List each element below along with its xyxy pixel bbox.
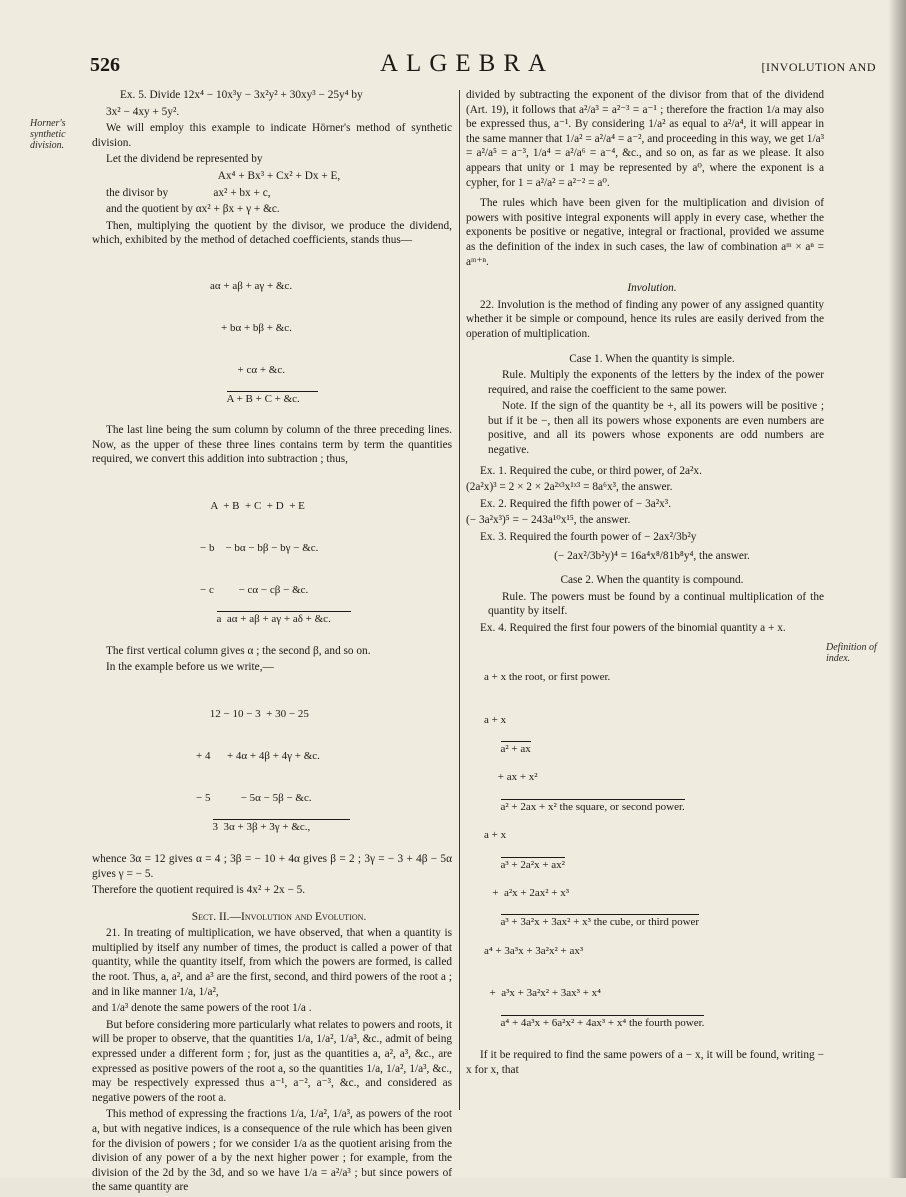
paragraph: 21. In treating of multiplication, we have observed, that when a quantity is multiplied by itself any number of times, the product is called a power of that quantity, while the quantity itself, from which the powers are formed, is called the root. Thus, a, a², and a³ are the first, second, and third powers of the root a ; and in like manner 1/a, 1/a², [92, 927, 452, 998]
page-edge-shadow [888, 0, 906, 1178]
power-row: a + x the root, or first power. [484, 671, 611, 683]
scheme-sum: 3 3α + 3β + 3γ + &c., [213, 819, 351, 834]
power-row: + a³x + 3a²x² + 3ax³ + x⁴ [484, 987, 601, 1000]
paragraph: Therefore the quotient required is 4x² + 2x − 5. [92, 884, 306, 897]
left-column [92, 88, 452, 1197]
example: Ex. 2. Required the fifth power of − 3a²x³. [480, 497, 672, 510]
scheme-row: + cα + &c. [210, 363, 285, 376]
scheme-row: + bα + bβ + &c. [210, 321, 292, 334]
scheme-detached-coefficients [210, 251, 452, 420]
rule: Rule. The powers must be found by a continual multiplication of the quantity by itself. [488, 590, 824, 618]
equation-dividend: Ax⁴ + Bx³ + Cx² + Dx + E, [217, 169, 341, 182]
power-row: a² + ax [500, 743, 531, 756]
scheme-row: − 5 − 5α − 5β − &c. [196, 791, 312, 804]
example-answer: (2a²x)³ = 2 × 2 × 2a²ˣ³x¹ˣ³ = 8a⁶x³, the answer. [466, 481, 673, 494]
scheme-row: A + B + C + D + E [200, 499, 305, 512]
quotient-line: and the quotient by αx² + βx + γ + &c. [106, 203, 280, 216]
paragraph: This method of expressing the fractions 1/a, 1/a², 1/a³, as powers of the root a, but with negative indices, is a consequence of the rule which has been given for the division of powers ; for we consider 1/a as the quotient arising from the division of any power of a by the next higher power ; for example, from the division of the 2d by the 3d, and so we have 1/a = a²/a³ ; but since powers of the same quantity are [92, 1108, 452, 1194]
example: Ex. 1. Required the cube, or third power, of 2a²x. [480, 464, 702, 477]
power-row: a⁴ + 4a³x + 6a²x² + 4ax³ + x⁴ the fourth power. [500, 1016, 705, 1029]
example-5: Ex. 5. Divide 12x⁴ − 10x³y − 3x²y² + 30xy³ − 25y⁴ by [120, 89, 363, 101]
right-column [466, 88, 824, 1079]
power-row: a + x [484, 829, 507, 842]
paragraph: and 1/a³ denote the same powers of the root 1/a . [92, 1002, 312, 1015]
scheme-row: + 4 + 4α + 4β + 4γ + &c. [196, 749, 320, 762]
scheme-sum: a aα + aβ + aγ + aδ + &c. [217, 611, 351, 626]
example-answer: (− 2ax²/3b²y)⁴ = 16a⁴x⁸/81b⁸y⁴, the answer. [554, 549, 750, 562]
side-note-definition: Definition of index. [826, 642, 877, 664]
paragraph: The first vertical column gives α ; the second β, and so on. [106, 644, 371, 657]
power-row: + a²x + 2ax² + x³ [484, 887, 570, 900]
case-heading: Case 2. When the quantity is compound. [560, 574, 744, 587]
scheme-subtraction [200, 471, 452, 640]
subsection-title: Involution. [627, 282, 677, 295]
paragraph: In the example before us we write,— [106, 661, 274, 674]
paragraph: divided by subtracting the exponent of the divisor from that of the dividend (Art. 19), it follows that a²/a³ = a²⁻³ = a⁻¹ ; therefore the fraction 1/a may also be expressed thus, a⁻¹. By considering 1/a² as equal to a²/a⁴, it will appear in the same manner that 1/a² = a²/a⁴ = a⁻², and proceeding in this way, we get 1/a³ = a²/a⁵ = a⁻³, 1/a⁴ = a²/a⁶ = a⁻⁴, &c., and so on, as far as we please. It also appears that unity or 1 may be represented by a⁰, where the exponent is a cypher, for 1 = a²/a² = a²⁻² = a⁰. [466, 89, 824, 189]
paragraph: We will employ this example to indicate Hörner's method of synthetic division. [92, 122, 452, 149]
power-row: + ax + x² [484, 771, 538, 784]
scheme-row: − b − bα − bβ − bγ − &c. [200, 541, 319, 554]
example-5-divisor: 3x² − 4xy + 5y². [106, 105, 180, 118]
power-row: a² + 2ax + x² the square, or second power. [500, 800, 685, 813]
example: Ex. 4. Required the first four powers of the binomial quantity a + x. [480, 622, 786, 634]
running-head-right: [INVOLUTION AND [761, 60, 876, 74]
power-row: a⁴ + 3a³x + 3a²x² + ax³ [484, 944, 584, 957]
running-title: ALGEBRA [380, 50, 555, 77]
note: Note. If the sign of the quantity be +, all its powers will be positive ; but if it be −, then all its powers whose exponents are even numbers are positive, and all its powers whose exponents are odd numbers are negative. [488, 400, 824, 457]
scheme-row: aα + aβ + aγ + &c. [210, 279, 293, 292]
scheme-row: − c − cα − cβ − &c. [200, 583, 309, 596]
paragraph: Then, multiplying the quotient by the divisor, we produce the dividend, which, exhibited by the method of detached coefficients, stands thus— [92, 219, 452, 247]
paragraph: 22. Involution is the method of finding any power of any assigned quantity whether it be simple or compound, hence its rules are easily derived from the operation of multiplication. [466, 298, 824, 340]
paragraph: The last line being the sum column by column of the three preceding lines. Now, as the upper of these three lines contains term by term the quantities required, we convert this addition into subtraction ; thus, [92, 423, 452, 466]
page-header [90, 50, 876, 84]
binomial-powers [484, 642, 824, 1045]
power-row: a³ + 3a²x + 3ax² + x³ the cube, or third power [500, 916, 700, 929]
column-divider [459, 90, 460, 1110]
page-number: 526 [90, 54, 120, 76]
example: Ex. 3. Required the fourth power of − 2ax²/3b²y [480, 531, 697, 544]
rule: Rule. Multiply the exponents of the letters by the index of the power required, and raise the coefficient to the same power. [488, 369, 824, 396]
section-title: Sect. II.—Involution and Evolution. [191, 910, 367, 923]
paragraph: But before considering more particularly what relates to powers and roots, it will be proper to observe, that the quantities 1/a, 1/a², 1/a³, &c., admit of being expressed under a different form ; for, just as the quantities a, a², a³, &c., are expressed as positive powers of the root a, so the quantities 1/a, 1/a², 1/a³, &c., may be respectively expressed thus a⁻¹, a⁻², a⁻³, &c., and considered as negative powers of the root a. [92, 1018, 452, 1104]
case-heading: Case 1. When the quantity is simple. [569, 352, 735, 365]
side-note-horner: Horner's synthetic division. [30, 118, 66, 151]
scheme-sum: A + B + C + &c. [227, 391, 318, 406]
example-answer: (− 3a²x³)⁵ = − 243a¹⁰x¹⁵, the answer. [466, 514, 631, 527]
paragraph: Let the dividend be represented by [106, 153, 263, 166]
divisor-line: the divisor by ax² + bx + c, [106, 186, 271, 199]
scheme-row: 12 − 10 − 3 + 30 − 25 [196, 707, 309, 720]
power-row: a + x [484, 713, 507, 726]
paragraph: whence 3α = 12 gives α = 4 ; 3β = − 10 + 4α gives β = 2 ; 3γ = − 3 + 4β − 5α gives γ = − 5. [92, 852, 452, 880]
power-row: a³ + 2a²x + ax² [500, 858, 565, 871]
paragraph: If it be required to find the same powers of a − x, it will be found, writing − x for x, that [466, 1049, 824, 1076]
scheme-example [196, 679, 452, 848]
paragraph: The rules which have been given for the multiplication and division of powers with positive integral exponents will apply in every case, whether the exponents be positive or negative, integral or fractional, provided we assume as the definition of the index in such cases, the law of combination aᵐ × aⁿ = aᵐ⁺ⁿ. [466, 197, 824, 268]
